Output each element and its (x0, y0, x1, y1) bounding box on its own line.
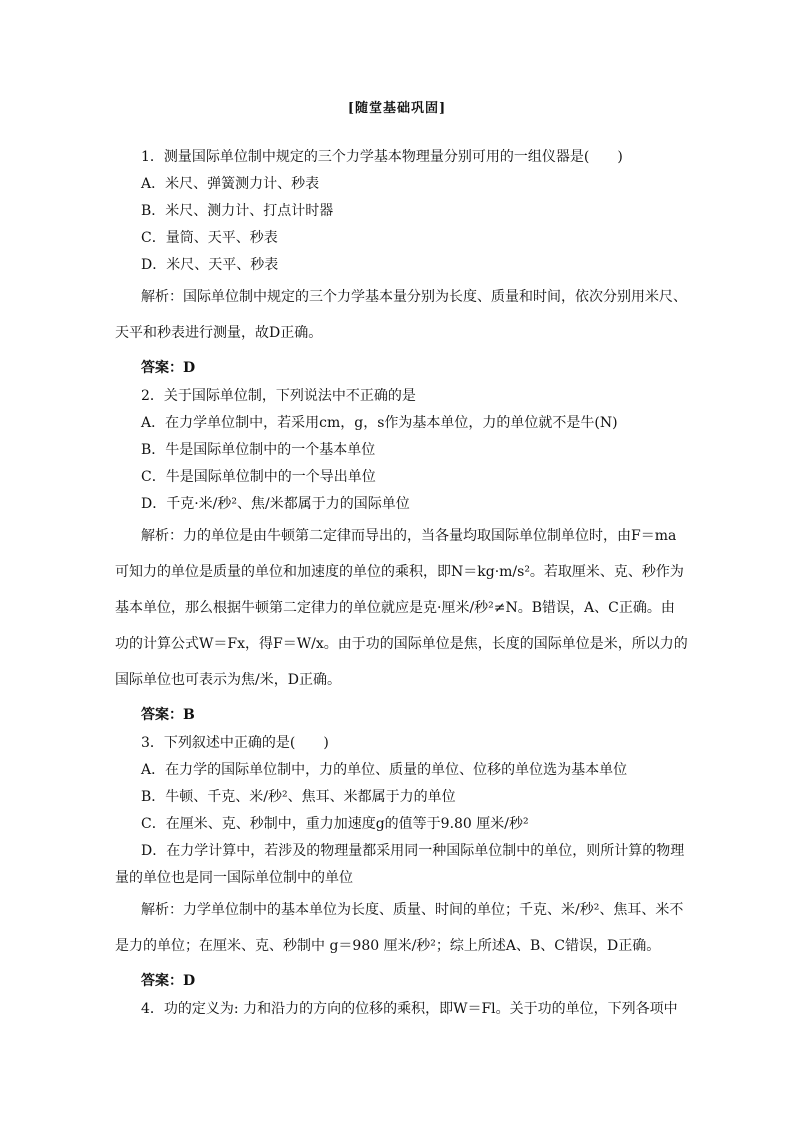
question-2-answer: 答案：B (141, 707, 195, 723)
question-1-answer: 答案：D (141, 360, 196, 376)
question-2-analysis-line-1: 解析：力的单位是由牛顿第二定律而导出的，当各量均取国际单位制单位时，由F＝ma (141, 528, 677, 544)
question-1-stem: 1．测量国际单位制中规定的三个力学基本物理量分别可用的一组仪器是( ) (141, 149, 623, 165)
question-2-analysis-line-3: 基本单位，那么根据牛顿第二定律力的单位就应是克·厘米/秒²≠N。B错误，A、C正确。由 (115, 600, 675, 616)
question-3-analysis-line-2: 是力的单位；在厘米、克、秒制中 g＝980 厘米/秒²；综上所述A、B、C错误，D正确。 (115, 938, 661, 954)
question-1-option-c: C．量筒、天平、秒表 (141, 230, 278, 246)
question-2-analysis-line-4: 功的计算公式W＝Fx，得F＝W/x。由于功的国际单位是焦，长度的国际单位是米，所以力的 (115, 636, 688, 652)
question-1-option-a: A．米尺、弹簧测力计、秒表 (141, 176, 320, 192)
question-1-analysis-line-2: 天平和秒表进行测量，故D正确。 (115, 325, 323, 341)
question-2-analysis-line-2: 可知力的单位是质量的单位和加速度的单位的乘积，即N＝kg·m/s²。若取厘米、克、秒作为 (115, 564, 684, 580)
question-3-option-d-continued: 量的单位也是同一国际单位制中的单位 (115, 870, 353, 886)
question-2-option-d: D．千克·米/秒²、焦/米都属于力的国际单位 (141, 496, 410, 512)
question-1-option-d: D．米尺、天平、秒表 (141, 257, 279, 273)
question-1-analysis-line-1: 解析：国际单位制中规定的三个力学基本量分别为长度、质量和时间，依次分别用米尺、 (141, 289, 687, 305)
question-4-stem: 4．功的定义为: 力和沿力的方向的位移的乘积，即W＝Fl。关于功的单位，下列各项中 (141, 1001, 678, 1017)
question-1-option-b: B．米尺、测力计、打点计时器 (141, 203, 334, 219)
question-2-option-b: B．牛是国际单位制中的一个基本单位 (141, 442, 376, 458)
question-2-analysis-line-5: 国际单位也可表示为焦/米，D正确。 (115, 672, 341, 688)
question-2-option-c: C．牛是国际单位制中的一个导出单位 (141, 469, 376, 485)
question-3-stem: 3．下列叙述中正确的是( ) (141, 735, 329, 751)
section-header: [随堂基础巩固] (347, 101, 447, 116)
question-3-option-d: D．在力学计算中，若涉及的物理量都采用同一种国际单位制中的单位，则所计算的物理 (141, 843, 685, 859)
question-3-answer: 答案：D (141, 973, 196, 989)
question-3-option-b: B．牛顿、千克、米/秒²、焦耳、米都属于力的单位 (141, 789, 456, 805)
question-3 (115, 730, 685, 996)
question-2 (115, 383, 688, 730)
question-3-option-a: A．在力学的国际单位制中，力的单位、质量的单位、位移的单位选为基本单位 (141, 762, 628, 778)
question-2-stem: 2．关于国际单位制，下列说法中不正确的是 (141, 388, 416, 404)
question-2-option-a: A．在力学单位制中，若采用cm，g，s作为基本单位，力的单位就不是牛(N) (141, 415, 618, 431)
question-1 (115, 144, 687, 383)
question-3-option-c: C．在厘米、克、秒制中，重力加速度g的值等于9.80 厘米/秒² (141, 816, 529, 832)
question-3-analysis-line-1: 解析：力学单位制中的基本单位为长度、质量、时间的单位；千克、米/秒²、焦耳、米不 (141, 902, 684, 918)
question-4 (115, 996, 679, 1023)
